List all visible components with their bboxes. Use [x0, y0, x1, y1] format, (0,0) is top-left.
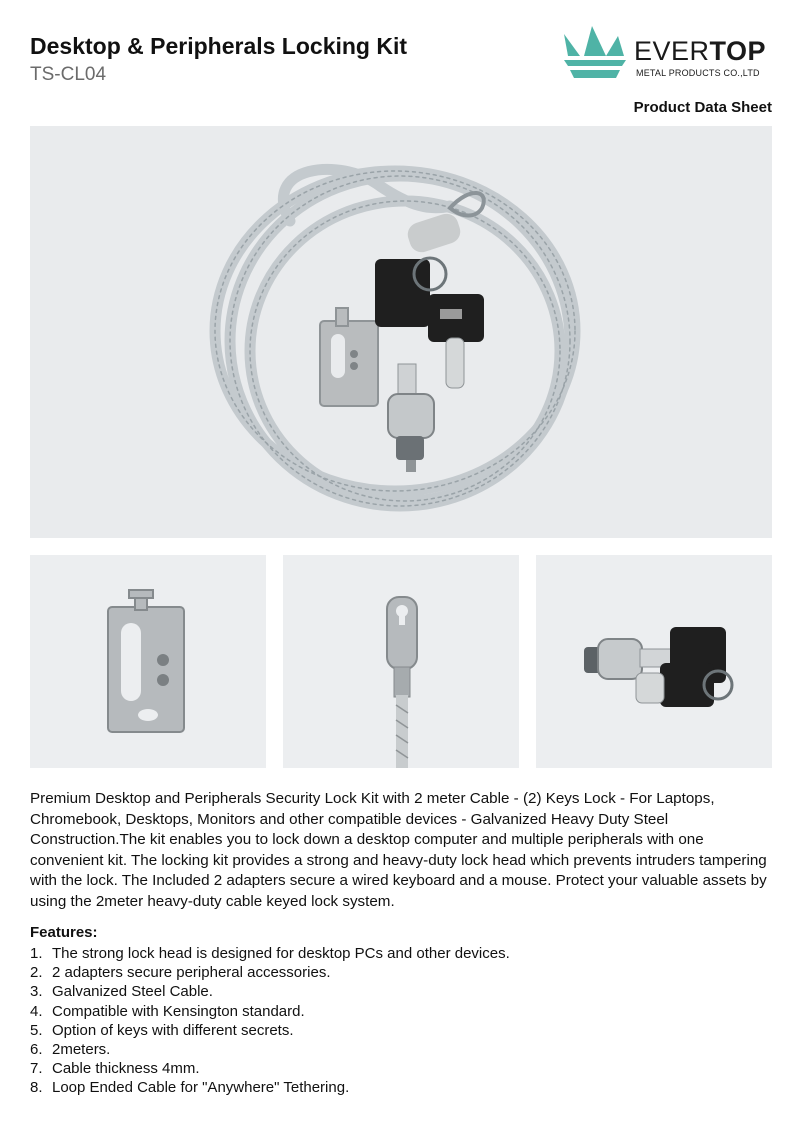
brand-name: EVERTOP	[634, 36, 767, 66]
list-item: 4. Compatible with Kensington standard.	[30, 1002, 305, 1020]
brand-subtitle: METAL PRODUCTS CO.,LTD	[636, 68, 760, 78]
product-description: Premium Desktop and Peripherals Security Lock Kit with 2 meter Cable - (2) Keys Lock - For Laptops, Chromebook, Desktops, Monitors and other compatible devices - Galvanized Heavy Duty Steel Construction.The kit enables you to lock down a desktop computer and multiple peripherals with one convenient kit. The locking kit provides a strong and heavy-duty lock head which prevents intruders tampering with the lock. The Included 2 adapters secure a wired keyboard and a mouse. Protect your valuable assets by using the 2meter heavy-duty cable keyed lock system.	[30, 790, 767, 910]
evertop-logo	[562, 26, 774, 82]
list-item: 1. The strong lock head is designed for desktop PCs and other devices.	[30, 945, 510, 962]
product-title: Desktop & Peripherals Locking Kit	[30, 33, 408, 59]
cable-end-image	[283, 555, 519, 768]
features-list	[30, 944, 510, 1098]
list-item: 3. Galvanized Steel Cable.	[30, 983, 213, 1001]
list-item: 7. Cable thickness 4mm.	[30, 1060, 200, 1078]
features-heading: Features:	[30, 924, 98, 941]
list-item: 2. 2 adapters secure peripheral accessories.	[30, 964, 331, 982]
document-type: Product Data Sheet	[633, 99, 772, 116]
crown-logo-icon	[562, 26, 628, 80]
list-item: 6. 2meters.	[30, 1041, 111, 1059]
model-number: TS-CL04	[30, 64, 107, 85]
list-item: 8. Loop Ended Cable for "Anywhere" Tethering.	[30, 1079, 350, 1097]
list-item: 5. Option of keys with different secrets.	[30, 1021, 294, 1039]
adapter-plate-image	[30, 555, 266, 768]
lock-and-keys-image	[536, 555, 772, 768]
hero-product-image	[30, 126, 772, 538]
